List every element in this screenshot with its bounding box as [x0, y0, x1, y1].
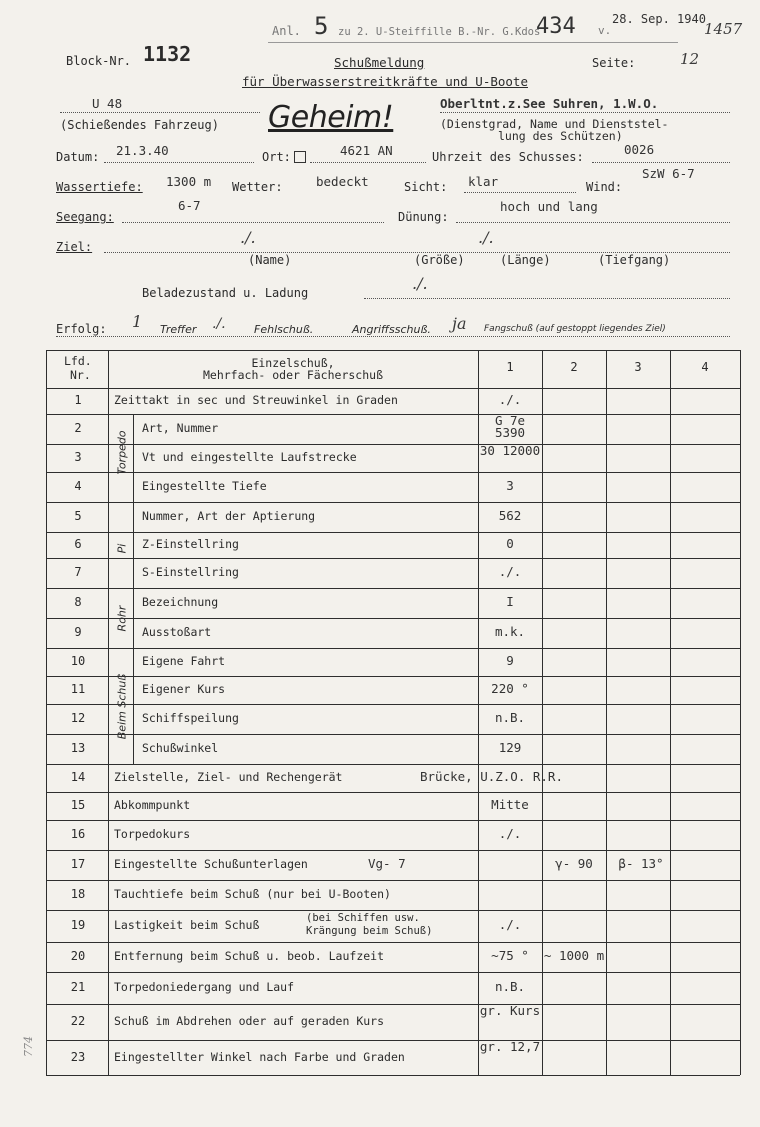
row-number: 13 — [70, 741, 86, 755]
row-label: Tauchtiefe beim Schuß (nur bei U-Booten) — [114, 887, 391, 901]
row-value-col-1: 9 — [506, 653, 514, 668]
stamp-kdos-number: 434 — [536, 14, 576, 39]
row-number: 1 — [74, 393, 82, 407]
shooter-label-1: (Dienstgrad, Name und Dienststel- — [440, 117, 669, 131]
block-number: 1132 — [143, 42, 192, 66]
sicht-line — [464, 192, 576, 193]
table-row-divider — [46, 648, 740, 649]
table-row-divider — [46, 1004, 740, 1005]
row-label: Entfernung beim Schuß u. beob. Laufzeit — [114, 949, 385, 963]
row-label: Zielstelle, Ziel- und Rechengerät — [114, 770, 343, 784]
row-label: Eigener Kurs — [142, 682, 226, 696]
fangschuss-label: Fangschuß (auf gestoppt liegendes Ziel) — [484, 324, 666, 334]
fehlschuss-label: Fehlschuß. — [254, 323, 314, 336]
table-row-divider — [46, 558, 740, 559]
table-row-divider — [46, 880, 740, 881]
table-row-divider — [46, 764, 740, 765]
row-label: Torpedokurs — [114, 827, 191, 841]
table-row-divider — [46, 618, 740, 619]
table-head-lfd-1: Lfd. — [64, 354, 92, 368]
table-row-divider — [46, 704, 740, 705]
table-border-left — [46, 350, 47, 1075]
row-number: 23 — [70, 1049, 86, 1064]
table-col-header-2: 2 — [570, 360, 578, 374]
stamp-anl-number: 5 — [314, 12, 329, 40]
table-head-desc-1: Einzelschuß, — [251, 356, 335, 370]
shooter-line — [440, 112, 730, 113]
table-row-divider — [46, 910, 740, 911]
row-number: 17 — [70, 857, 86, 871]
ziel-tiefgang-label: (Tiefgang) — [598, 253, 671, 267]
row-value-col-3: β- 13° — [618, 856, 664, 871]
table-head-lfd-2: Nr. — [70, 368, 91, 382]
group-label-pi: Pi — [115, 543, 129, 554]
row-value-col-1: 0 — [506, 536, 514, 551]
table-row-divider — [46, 972, 740, 973]
beladezustand-value: ./. — [412, 274, 428, 293]
stamp-underline — [268, 42, 678, 43]
row-number: 6 — [74, 537, 82, 551]
form-title: Schußmeldung — [334, 55, 425, 70]
row-number: 3 — [74, 450, 82, 464]
table-row-divider — [46, 792, 740, 793]
row-label: Ausstoßart — [142, 625, 212, 639]
row-number: 9 — [74, 625, 82, 639]
erfolg-label: Erfolg: — [56, 322, 107, 336]
sicht-label: Sicht: — [404, 180, 448, 194]
angriffsschuss-label: Angriffsschuß. — [352, 323, 431, 336]
angriffsschuss-value: ja — [452, 314, 467, 333]
ziel-label: Ziel: — [56, 240, 93, 254]
wassertiefe-value: 1300 m — [166, 174, 212, 189]
row-value-col-1: n.B. — [494, 710, 526, 725]
row-value-col-1: 220 ° — [491, 681, 529, 696]
row-label: Lastigkeit beim Schuß — [114, 918, 260, 932]
beladezustand-line — [364, 298, 730, 299]
row-sublabel-1: (bei Schiffen usw. — [306, 912, 420, 924]
vessel-label: (Schießendes Fahrzeug) — [60, 118, 219, 132]
table-row-divider — [46, 532, 740, 533]
group-label-beim-schuss: Beim Schuß — [115, 673, 129, 740]
page-number: 12 — [680, 50, 700, 68]
row-label: Zeittakt in sec und Streuwinkel in Graden — [114, 393, 398, 407]
row-number: 14 — [70, 770, 86, 784]
row-value-col-1: ./. — [498, 564, 522, 579]
wassertiefe-label: Wassertiefe: — [56, 180, 143, 194]
datum-line — [104, 162, 254, 163]
table-col-header-3: 3 — [634, 360, 642, 374]
table-border-bottom — [46, 1075, 740, 1076]
row-sublabel-2: Krängung beim Schuß) — [306, 925, 433, 937]
row-number: 7 — [74, 565, 82, 579]
row-label: Art, Nummer — [142, 421, 219, 435]
seegang-line — [122, 222, 384, 223]
row-number: 19 — [70, 918, 86, 932]
table-row-divider — [46, 588, 740, 589]
row-label: Eingestellter Winkel nach Farbe und Graden — [114, 1049, 405, 1064]
ziel-laenge-value: ./. — [478, 228, 494, 247]
stamp-text: zu 2. U-Steiffille B.-Nr. G.Kdos — [338, 26, 541, 38]
table-col-header-4: 4 — [701, 360, 709, 374]
row-value-col-1: 30 12000 — [479, 443, 541, 458]
row-value-col-1: 129 — [498, 740, 522, 755]
row-label: Bezeichnung — [142, 595, 219, 609]
row-value-col-1: 562 — [498, 508, 522, 523]
table-row-divider — [46, 820, 740, 821]
erfolg-line — [56, 336, 730, 337]
table-row-divider — [46, 414, 740, 415]
row-value-col-1: 3 — [506, 478, 514, 493]
ziel-name-value: ./. — [240, 228, 256, 247]
ziel-groesse-label: (Größe) — [414, 253, 465, 267]
sicht-value: klar — [468, 174, 499, 189]
form-subtitle: für Überwasserstreitkräfte und U-Boote — [242, 74, 528, 89]
row-value-col-1: ./. — [498, 392, 522, 407]
table-row-divider — [46, 734, 740, 735]
table-border-top — [46, 350, 740, 351]
table-row-divider — [46, 1040, 740, 1041]
duenung-value: hoch und lang — [500, 199, 598, 214]
row-label: Schußwinkel — [142, 741, 219, 755]
table-row-divider — [46, 444, 740, 445]
ort-line — [310, 162, 426, 163]
table-row-divider — [46, 502, 740, 503]
margin-note: 774 — [22, 1036, 35, 1057]
group-label-torpedo: Torpedo — [115, 430, 129, 475]
row-number: 2 — [74, 421, 82, 435]
table-head-desc-2: Mehrfach- oder Fächerschuß — [202, 368, 383, 382]
row-value-col-1: Brücke, U.Z.O. R.R. — [420, 769, 563, 784]
vessel-value: U 48 — [92, 96, 123, 111]
treffer-value: 1 — [132, 312, 143, 331]
row-number: 4 — [74, 479, 82, 493]
row-value-col-1: G 7e 5390 — [494, 413, 526, 440]
seegang-label: Seegang: — [56, 210, 114, 224]
row-label: Schuß im Abdrehen oder auf geraden Kurs — [114, 1014, 385, 1028]
row-label: S-Einstellring — [142, 565, 239, 579]
secret-stamp: Geheim! — [268, 100, 394, 135]
row-number: 21 — [70, 980, 86, 994]
row-label: Nummer, Art der Aptierung — [142, 509, 316, 523]
wind-label: Wind: — [586, 180, 623, 194]
datum-label: Datum: — [56, 150, 100, 164]
row-value-col-1: ./. — [498, 917, 522, 932]
page-label: Seite: — [592, 56, 636, 70]
row-number: 11 — [70, 682, 86, 696]
table-col-header-1: 1 — [506, 360, 514, 374]
ort-label: Ort: — [262, 150, 291, 164]
row-number: 10 — [70, 654, 86, 668]
row-value-col-1: Mitte — [491, 797, 529, 812]
row-number: 20 — [70, 949, 86, 963]
row-label: Z-Einstellring — [142, 537, 239, 551]
row-number: 18 — [70, 887, 86, 901]
table-row-divider — [46, 942, 740, 943]
row-number: 5 — [74, 509, 82, 523]
table-col-nr-divider — [108, 350, 109, 1075]
row-value-col-1: I — [506, 594, 514, 609]
wetter-value: bedeckt — [316, 174, 369, 189]
ziel-laenge-label: (Länge) — [500, 253, 551, 267]
block-label: Block-Nr. — [66, 54, 132, 68]
table-border-right — [740, 350, 741, 1075]
row-label: Eigene Fahrt — [142, 654, 226, 668]
row-label: Schiffspeilung — [142, 711, 239, 725]
row-label: Eingestellte Tiefe — [142, 479, 267, 493]
row-number: 12 — [70, 711, 86, 725]
wetter-label: Wetter: — [232, 180, 283, 194]
table-row-divider — [46, 676, 740, 677]
row-label: Abkommpunkt — [114, 798, 191, 812]
ort-box-icon — [294, 151, 306, 163]
fehlschuss-value: ./. — [212, 316, 226, 332]
uhrzeit-line — [592, 162, 730, 163]
stamp-prefix: Anl. — [272, 24, 301, 38]
row-value-col-1: ~75 ° — [491, 948, 529, 963]
row-value-col-2: γ- 90 — [555, 856, 593, 871]
table-col-3-divider — [606, 350, 607, 1075]
row-value-col-1: ./. — [498, 826, 522, 841]
row-number: 8 — [74, 595, 82, 609]
stamp-date-prefix: v. — [598, 24, 612, 37]
duenung-line — [456, 222, 730, 223]
row-number: 15 — [70, 798, 86, 812]
ziel-name-label: (Name) — [248, 253, 292, 267]
table-row-divider — [46, 850, 740, 851]
datum-value: 21.3.40 — [116, 143, 169, 158]
row-value-col-2: ~ 1000 m — [543, 948, 605, 963]
row-number: 22 — [70, 1014, 86, 1028]
row-value-col-1: n.B. — [494, 979, 526, 994]
table-group-divider — [133, 414, 134, 764]
row-value-col-1: gr. 12,7 — [479, 1039, 541, 1054]
shooter-value: Oberltnt.z.See Suhren, 1.W.O. — [440, 96, 659, 111]
row-label: Vt und eingestellte Laufstrecke — [142, 450, 357, 464]
vessel-line — [60, 112, 260, 113]
ort-value: 4621 AN — [340, 143, 393, 158]
beladezustand-label: Beladezustand u. Ladung — [142, 286, 309, 300]
table-col-4-divider — [670, 350, 671, 1075]
row-value-col-1: m.k. — [494, 624, 526, 639]
table-col-2-divider — [542, 350, 543, 1075]
row-number: 16 — [70, 827, 86, 841]
table-row-divider — [46, 388, 740, 389]
uhrzeit-label: Uhrzeit des Schusses: — [432, 150, 584, 164]
stamp-date: 28. Sep. 1940 — [612, 12, 706, 26]
row-label: Eingestellte Schußunterlagen — [114, 857, 308, 871]
group-label-rohr: Rohr — [115, 605, 129, 632]
row-label: Torpedoniedergang und Lauf — [114, 980, 295, 994]
uhrzeit-value: 0026 — [624, 142, 655, 157]
table-row-divider — [46, 472, 740, 473]
duenung-label: Dünung: — [398, 210, 449, 224]
stamp-corner-mark: 1457 — [704, 20, 743, 38]
shooter-label-2: lung des Schützen) — [498, 129, 623, 143]
wind-value: SzW 6-7 — [642, 166, 695, 181]
row-value-col-1: Vg- 7 — [368, 856, 406, 871]
treffer-label: Treffer — [160, 323, 197, 336]
seegang-value: 6-7 — [178, 198, 201, 213]
row-value-col-1: gr. Kurs — [479, 1003, 541, 1018]
